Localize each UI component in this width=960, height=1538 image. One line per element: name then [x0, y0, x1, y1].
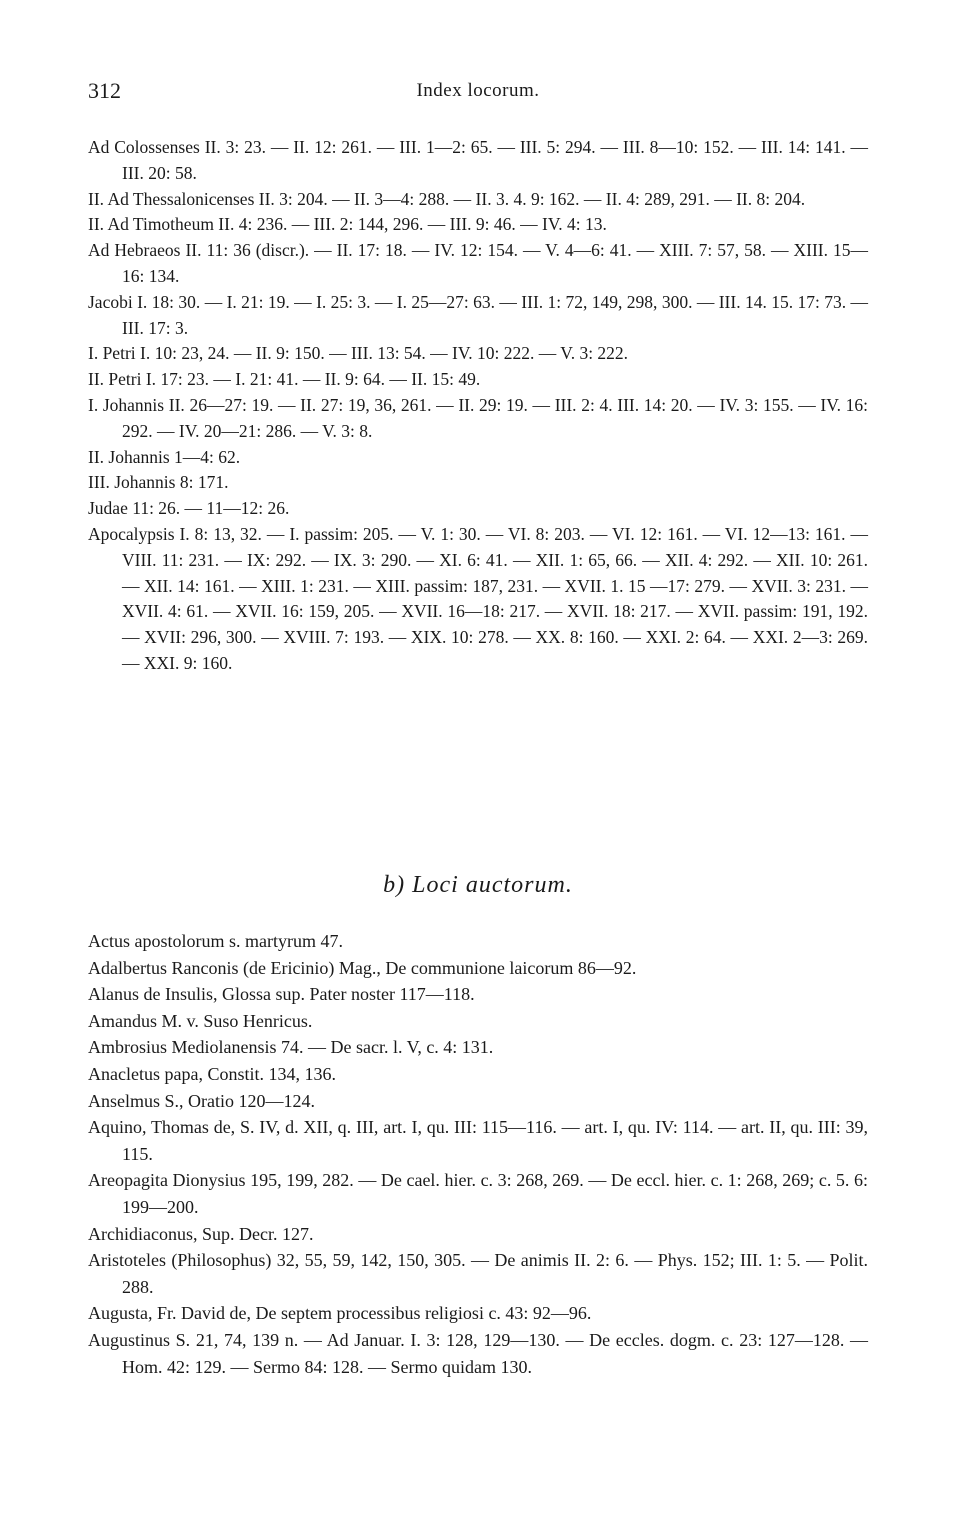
- author-index: [88, 928, 868, 1380]
- index-entry: III. Johannis 8: 171.: [88, 472, 229, 493]
- index-entry: Ad Colossenses II. 3: 23. — II. 12: 261. — III. 1—2: 65. — III. 5: 294. — III. 8—10: 152. — III. 14: 141. — III. 20: 58.: [88, 137, 868, 183]
- running-head: Index locorum.: [416, 80, 540, 101]
- index-entry: Augustinus S. 21, 74, 139 n. — Ad Januar. I. 3: 128, 129—130. — De eccles. dogm. c. 23: 127—128. — Hom. 42: 129. — Sermo 84: 128. — Sermo quidam 130.: [88, 1329, 868, 1377]
- index-entry: Ambrosius Mediolanensis 74. — De sacr. l. V, c. 4: 131.: [88, 1037, 494, 1058]
- index-entry: Jacobi I. 18: 30. — I. 21: 19. — I. 25: 3. — I. 25—27: 63. — III. 1: 72, 149, 298, 300. — III. 14. 15. 17: 73. — III. 17: 3.: [88, 291, 868, 338]
- index-entry: II. Johannis 1—4: 62.: [88, 446, 241, 467]
- index-entry: Judae 11: 26. — 11—12: 26.: [88, 498, 290, 519]
- index-entry: Anselmus S., Oratio 120—124.: [88, 1090, 315, 1111]
- index-entry: Amandus M. v. Suso Henricus.: [88, 1010, 313, 1031]
- index-entry: Alanus de Insulis, Glossa sup. Pater noster 117—118.: [88, 984, 475, 1005]
- index-entry: Adalbertus Ranconis (de Ericinio) Mag., De communione laicorum 86—92.: [88, 957, 637, 978]
- index-entry: Ad Hebraeos II. 11: 36 (discr.). — II. 17: 18. — IV. 12: 154. — V. 4—6: 41. — XIII. 7: 57, 58. — XIII. 15—16: 134.: [88, 240, 868, 286]
- index-entry: Actus apostolorum s. martyrum 47.: [88, 931, 343, 951]
- index-entry: Apocalypsis I. 8: 13, 32. — I. passim: 205. — V. 1: 30. — VI. 8: 203. — VI. 12: 161. — VI. 12—13: 161. — VIII. 11: 231. — IX: 292. — IX. 3: 290. — XI. 6: 41. — XII. 1: 65, 66. — XII. 4: 292. — XII. 10: 261. — XII. 14: 161. — XIII. 1: 231. — XIII. passim: 187, 231. — XVII. 1. 15 —17: 279. — XVII. 3: 231. — XVII. 4: 61. — XVII. 16: 159, 205. — XVII. 16—18: 217. — XVII. 18: 217. — XVII. passim: 191, 192. — XVII: 296, 300. — XVIII. 7: 193. — XIX. 10: 278. — XX. 8: 160. — XXI. 2: 64. — XXI. 2—3: 269. — XXI. 9: 160.: [88, 523, 868, 673]
- index-entry: Augusta, Fr. David de, De septem processibus religiosi c. 43: 92—96.: [88, 1303, 592, 1324]
- index-entry: I. Johannis II. 26—27: 19. — II. 27: 19, 36, 261. — II. 29: 19. — III. 2: 4. III. 14: 20. — IV. 3: 155. — IV. 16: 292. — IV. 20—21: 286. — V. 3: 8.: [88, 394, 868, 441]
- index-entry: Anacletus papa, Constit. 134, 136.: [88, 1063, 336, 1084]
- index-entry: I. Petri I. 10: 23, 24. — II. 9: 150. — III. 13: 54. — IV. 10: 222. — V. 3: 222.: [88, 343, 629, 364]
- index-entry: II. Petri I. 17: 23. — I. 21: 41. — II. 9: 64. — II. 15: 49.: [88, 369, 481, 390]
- index-entry: Aristoteles (Philosophus) 32, 55, 59, 142, 150, 305. — De animis II. 2: 6. — Phys. 152; III. 1: 5. — Polit. 288.: [88, 1250, 868, 1297]
- page-number: 312: [88, 78, 121, 103]
- index-entry: Areopagita Dionysius 195, 199, 282. — De cael. hier. c. 3: 268, 269. — De eccl. hier. c. 1: 268, 269; c. 5. 6: 199—200.: [88, 1170, 868, 1217]
- index-entry: Archidiaconus, Sup. Decr. 127.: [88, 1223, 314, 1244]
- page-header: [88, 78, 868, 108]
- section-heading: b) Loci auctorum.: [383, 872, 573, 898]
- index-entry: Aquino, Thomas de, S. IV, d. XII, q. III, art. I, qu. III: 115—116. — art. I, qu. IV: 114. — art. II, qu. III: 39, 115.: [88, 1117, 868, 1164]
- index-entry: II. Ad Timotheum II. 4: 236. — III. 2: 144, 296. — III. 9: 46. — IV. 4: 13.: [88, 214, 607, 235]
- scripture-index: [88, 135, 868, 677]
- index-entry: II. Ad Thessalonicenses II. 3: 204. — II. 3—4: 288. — II. 3. 4. 9: 162. — II. 4: 289, 291. — II. 8: 204.: [88, 188, 806, 209]
